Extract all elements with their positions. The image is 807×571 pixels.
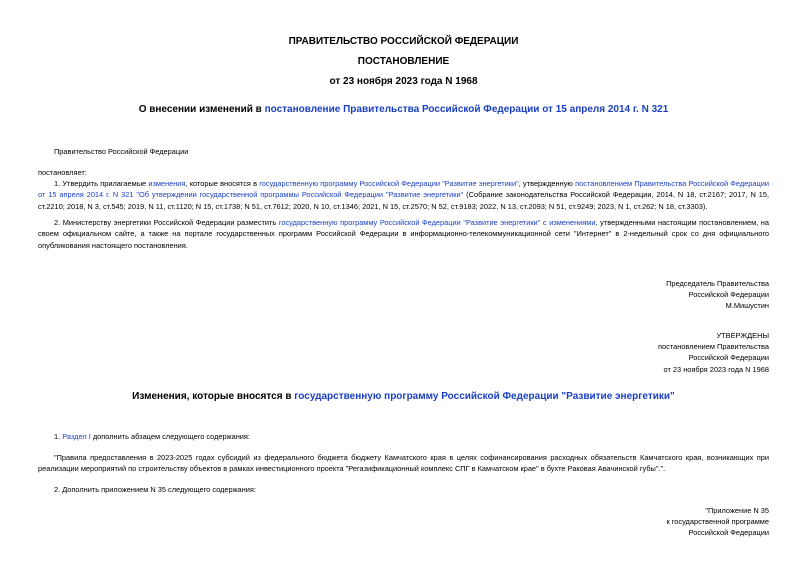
change-item-2: 2. Дополнить приложением N 35 следующего содержания:: [54, 485, 256, 494]
title-amended-decree-link[interactable]: постановление Правительства Российской Федерации от 15 апреля 2014 г. N 321: [264, 104, 669, 115]
item2-text-2: , утвержденными настоящим постановлением, на своем официальном сайте, а также на портале государственных программ Российской Федерации в информационно-телекоммуникационной сети "Интернет" в 2-недельный срок со дня официального опубликования настоящего постановления.: [38, 218, 769, 250]
item1-text-1: 1. Утвердить прилагаемые: [54, 179, 149, 188]
signature-block: [666, 278, 769, 312]
changes-title: [0, 391, 807, 402]
appendix-program: к государственной программе: [666, 517, 769, 527]
changes-title-program-link[interactable]: государственную программу Российской Федерации "Развитие энергетики": [294, 391, 675, 402]
item1-text-4: (Собрание законодательства Российской Федерации, 2014, N 18, ст.2167; 2017, N 15, ст.2210; 2018, N 3, ст.545; 2019, N 11, ст.1120; N 15, ст.1738; N 51, ст.7612; 2020, N 10, ст.1346; 2021, N 15, ст.2570; N 52, ст.9183; 2022, N 13, ст.2093; N 51, ст.9249; 2023, N 1, ст.262; N 18, ст.3303).: [38, 190, 769, 211]
item1-changes-link[interactable]: изменения: [148, 179, 186, 188]
appendix-header: [666, 505, 769, 539]
item1-program-link[interactable]: государственную программу Российской Федерации "Развитие энергетики": [259, 179, 519, 188]
signature-org: Российской Федерации: [688, 290, 769, 300]
change-item-1: [54, 431, 250, 442]
decree-item-2: [38, 217, 769, 251]
document-date: от 23 ноября 2023 года N 1968: [329, 76, 478, 87]
change1-number: 1.: [54, 432, 63, 441]
appendix-org: Российской Федерации: [688, 528, 769, 538]
item2-program-link[interactable]: государственную программу Российской Федерации "Развитие энергетики" с изменениями: [278, 218, 596, 227]
decrees-text: постановляет:: [38, 168, 87, 177]
title-prefix: О внесении изменений в: [138, 104, 265, 115]
approved-label: УТВЕРЖДЕНЫ: [716, 331, 769, 340]
appendix-number: "Приложение N 35: [705, 506, 769, 515]
approved-by: постановлением Правительства: [658, 342, 769, 352]
signature-position: Председатель Правительства: [666, 279, 769, 288]
changes-title-prefix: Изменения, которые вносятся в: [132, 391, 295, 402]
signature-name: М.Мишустин: [725, 301, 769, 311]
approved-org: Российской Федерации: [688, 353, 769, 363]
government-heading: ПРАВИТЕЛЬСТВО РОССИЙСКОЙ ФЕДЕРАЦИИ: [288, 36, 519, 47]
change1-quoted-paragraph: "Правила предоставления в 2023-2025 годах субсидий из федерального бюджета бюджету Камчатского края в целях софинансирования расходных обязательств Камчатского края, возникающих при реализации мероприятий по строительству объектов в рамках инвестиционного проекта "Регазификационный комплекс СПГ в Камчатском крае" в бухте Раковая Авачинской губы".".: [38, 453, 769, 474]
approved-date: от 23 ноября 2023 года N 1968: [663, 364, 769, 374]
decree-item-1: [38, 178, 769, 212]
change1-text: дополнить абзацем следующего содержания:: [90, 432, 250, 441]
item1-text-3: , утвержденную: [518, 179, 576, 188]
document-type: ПОСТАНОВЛЕНИЕ: [357, 56, 450, 67]
authority-text: Правительство Российской Федерации: [54, 147, 189, 156]
change1-section-link[interactable]: Раздел I: [62, 432, 91, 441]
item2-text-1: 2. Министерству энергетики Российской Федерации разместить: [54, 218, 279, 227]
approval-block: [658, 330, 769, 375]
item1-text-2: , которые вносятся в: [185, 179, 260, 188]
document-title: [0, 104, 807, 115]
item1-decree-link[interactable]: постановлением Правительства Российской Федерации от 15 апреля 2014 г. N 321 "Об утверждении государственной программы Российской Федерации "Развитие энергетики": [38, 179, 769, 200]
